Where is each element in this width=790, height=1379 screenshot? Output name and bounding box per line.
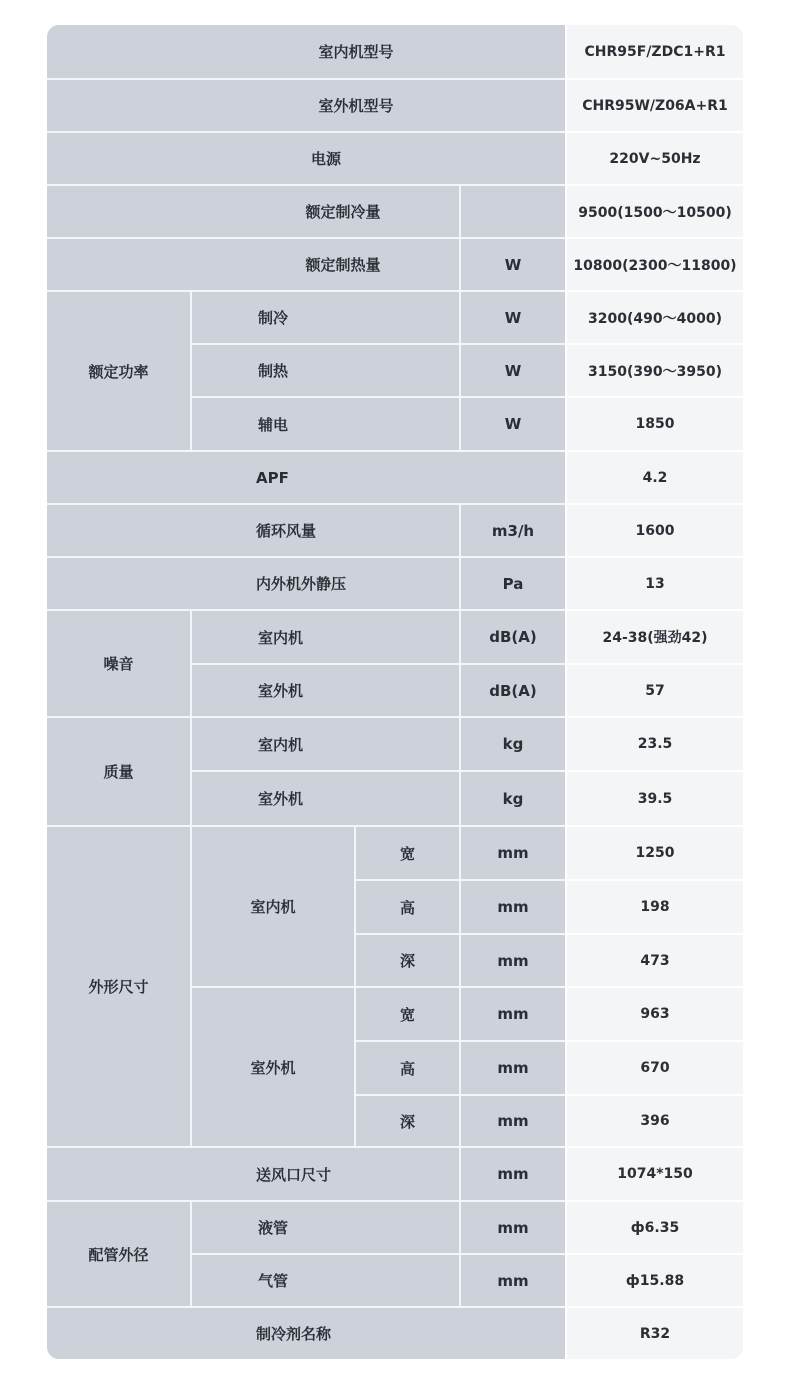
unit-dims-indoor-width: mm xyxy=(459,825,565,879)
unit-rated-cooling xyxy=(459,184,565,237)
value-airflow: 1600 xyxy=(565,503,743,556)
value-dims-indoor-width: 1250 xyxy=(565,825,743,879)
value-power-supply: 220V~50Hz xyxy=(565,131,743,184)
label-power-cooling: 制冷 xyxy=(190,290,459,343)
unit-static-pressure: Pa xyxy=(459,556,565,609)
label-static-pressure: 内外机外静压 xyxy=(47,556,459,609)
unit-dims-indoor-depth: mm xyxy=(459,933,565,986)
unit-outlet-size: mm xyxy=(459,1146,565,1200)
label-outlet-size: 送风口尺寸 xyxy=(47,1146,459,1200)
value-dims-outdoor-depth: 396 xyxy=(565,1094,743,1146)
label-dims-indoor: 室内机 xyxy=(190,825,354,986)
unit-mass-outdoor: kg xyxy=(459,770,565,825)
label-dims-outdoor-height: 高 xyxy=(354,1040,459,1094)
unit-dims-outdoor-depth: mm xyxy=(459,1094,565,1146)
value-pipe-liquid: ф6.35 xyxy=(565,1200,743,1253)
group-pipe-diameter: 配管外径 xyxy=(47,1200,190,1306)
label-apf: APF xyxy=(47,450,565,503)
unit-dims-indoor-height: mm xyxy=(459,879,565,933)
group-rated-power: 额定功率 xyxy=(47,290,190,450)
value-noise-outdoor: 57 xyxy=(565,663,743,716)
label-mass-outdoor: 室外机 xyxy=(190,770,459,825)
unit-dims-outdoor-height: mm xyxy=(459,1040,565,1094)
value-refrigerant: R32 xyxy=(565,1306,743,1359)
value-dims-outdoor-width: 963 xyxy=(565,986,743,1040)
label-dims-outdoor-depth: 深 xyxy=(354,1094,459,1146)
value-dims-outdoor-height: 670 xyxy=(565,1040,743,1094)
value-dims-indoor-depth: 473 xyxy=(565,933,743,986)
unit-power-cooling: W xyxy=(459,290,565,343)
value-outlet-size: 1074*150 xyxy=(565,1146,743,1200)
value-noise-indoor: 24-38(强劲42) xyxy=(565,609,743,663)
value-apf: 4.2 xyxy=(565,450,743,503)
value-outdoor-model: CHR95W/Z06A+R1 xyxy=(565,78,743,131)
label-dims-indoor-height: 高 xyxy=(354,879,459,933)
label-dims-indoor-width: 宽 xyxy=(354,825,459,879)
unit-pipe-gas: mm xyxy=(459,1253,565,1306)
label-noise-indoor: 室内机 xyxy=(190,609,459,663)
group-noise: 噪音 xyxy=(47,609,190,716)
unit-mass-indoor: kg xyxy=(459,716,565,770)
unit-power-heating: W xyxy=(459,343,565,396)
label-power-supply: 电源 xyxy=(47,131,565,184)
label-outdoor-model: 室外机型号 xyxy=(47,78,565,131)
group-dimensions: 外形尺寸 xyxy=(47,825,190,1146)
spec-table xyxy=(47,25,743,1359)
value-mass-outdoor: 39.5 xyxy=(565,770,743,825)
value-power-aux: 1850 xyxy=(565,396,743,450)
unit-pipe-liquid: mm xyxy=(459,1200,565,1253)
label-noise-outdoor: 室外机 xyxy=(190,663,459,716)
value-power-heating: 3150(390～3950) xyxy=(565,343,743,396)
label-refrigerant: 制冷剂名称 xyxy=(47,1306,565,1359)
unit-airflow: m3/h xyxy=(459,503,565,556)
value-static-pressure: 13 xyxy=(565,556,743,609)
value-rated-cooling: 9500(1500～10500) xyxy=(565,184,743,237)
group-mass: 质量 xyxy=(47,716,190,825)
label-dims-outdoor-width: 宽 xyxy=(354,986,459,1040)
unit-dims-outdoor-width: mm xyxy=(459,986,565,1040)
unit-noise-outdoor: dB(A) xyxy=(459,663,565,716)
label-pipe-gas: 气管 xyxy=(190,1253,459,1306)
label-mass-indoor: 室内机 xyxy=(190,716,459,770)
value-rated-heating: 10800(2300～11800) xyxy=(565,237,743,290)
value-dims-indoor-height: 198 xyxy=(565,879,743,933)
value-power-cooling: 3200(490～4000) xyxy=(565,290,743,343)
label-indoor-model: 室内机型号 xyxy=(47,25,565,78)
value-indoor-model: CHR95F/ZDC1+R1 xyxy=(565,25,743,78)
label-rated-cooling: 额定制冷量 xyxy=(47,184,459,237)
value-mass-indoor: 23.5 xyxy=(565,716,743,770)
label-pipe-liquid: 液管 xyxy=(190,1200,459,1253)
label-rated-heating: 额定制热量 xyxy=(47,237,459,290)
label-dims-outdoor: 室外机 xyxy=(190,986,354,1146)
label-power-heating: 制热 xyxy=(190,343,459,396)
value-pipe-gas: ф15.88 xyxy=(565,1253,743,1306)
label-dims-indoor-depth: 深 xyxy=(354,933,459,986)
label-power-aux: 辅电 xyxy=(190,396,459,450)
unit-power-aux: W xyxy=(459,396,565,450)
unit-noise-indoor: dB(A) xyxy=(459,609,565,663)
label-airflow: 循环风量 xyxy=(47,503,459,556)
unit-rated-heating: W xyxy=(459,237,565,290)
